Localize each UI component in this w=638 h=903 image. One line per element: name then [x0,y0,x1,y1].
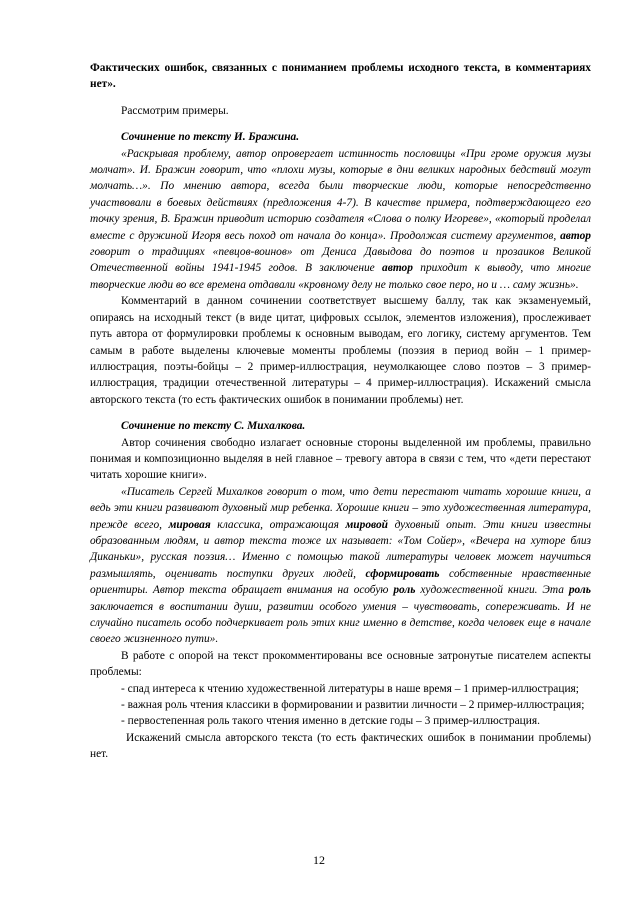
essay2-aspect-2: - важная роль чтения классики в формировании и развитии личности – 2 пример-иллюстрация; [121,699,585,712]
essay2-highlight5: роль [568,584,591,597]
essay2-quote-part1: «Писатель Сергей Михалков говорит о том, что дети перестают читать хорошие книги, а ведь эти книги развивают духовный мир ребенка. Хорошие книги – это художественная литература, прежде всего, [90,485,591,531]
page-number: 12 [313,853,325,867]
essay1-heading: Сочинение по тексту И. Бражина. [121,131,300,144]
essay2-quote-part4: собственные нравственные ориентиры. Автор текста обращает внимания на особую [90,567,591,597]
essay2-quote-part3: духовный опыт. Эти книги известны образованным людям, и автор текста тоже их называет: «Том Сойер», «Вечера на хуторе близ Диканьки», русская поэзия… Именно с помощью такой литературы человек может научиться размышлять, оценивать поступки других людей, [90,518,591,580]
essay2-aspects-intro: В работе с опорой на текст прокомментированы все основные затронутые писателем аспекты проблемы: [90,649,591,679]
essay2-highlight4: роль [393,584,416,597]
essay2-quote-part6: заключается в воспитании души, развитии особого умения – чувствовать, сопереживать. И не случайно писатель особо подчеркивает роль этих книг именно в детстве, когда человек еще в начале своего жизненного пути». [90,600,591,646]
essay1-quote-part2: говорит о традициях «певцов-воинов» от Дениса Давыдова до поэтов и прозаиков Великой Отечественной войны 1941-1945 годов. В заключение [90,246,591,275]
essay2-highlight2: мировой [345,518,388,531]
essay2-para1: Автор сочинения свободно излагает основные стороны выделенной им проблемы, правильно понимая и композиционно выделяя в ней главное – тревогу автора в связи с тем, что «дети перестают читать хорошие книги». [90,436,591,482]
essay1-highlight1: автор [560,229,591,242]
essay1-quote-part1: «Раскрывая проблему, автор опровергает истинность пословицы «При громе оружия музы молчат». И. Бражин говорит, что «плохи музы, которые в дни великих народных бедствий могут молчать…». По мнению автора, всегда были творческие люди, которые непосредственно участвовали в боевых действиях (предложения 4-7). В качестве примера, подтверждающего его точку зрения, В. Бражин приводит историю создателя «Слова о полку Игореве», «который проделал вместе с дружиной Игоря весь поход от начала до конца». Продолжая систему аргументов, [90,147,591,242]
essay1-quote-part3: приходит к выводу, что многие творческие люди во все времена отдавали «кровному делу не только свое перо, но и … саму жизнь». [90,262,591,291]
essay1-quote [90,146,591,294]
essay1-comment: Комментарий в данном сочинении соответствует высшему баллу, так как экзаменуемый, опираясь на исходный текст (в виде цитат, цифровых ссылок, элементов изложения), прослеживает путь автора от формулировки проблемы к основным выводам, его логику, систему аргументов. Тем самым в работе выделены ключевые моменты проблемы (поэзия в период войн – 1 пример-иллюстрация, поэты-бойцы – 2 пример-иллюстрация, неумолкающее слово поэтов – 3 пример-иллюстрация, традиции отечественной литературы – 4 пример-иллюстрация). Искажений смысла авторского текста (то есть фактических ошибок в понимании проблемы) нет. [90,295,591,406]
essay2-heading: Сочинение по тексту С. Михалкова. [121,420,306,433]
essay1-highlight2: автор [382,262,413,275]
examples-lead: Рассмотрим примеры. [121,104,229,117]
essay2-conclusion: Искажений смысла авторского текста (то есть фактических ошибок в понимании проблемы) нет. [90,731,591,761]
essay2-highlight3: сформировать [365,567,440,580]
essay2-quote-part2: классика, отражающая [217,518,339,531]
essay2-highlight1: мировая [168,518,211,531]
essay2-quote-part5: художественной книги. Эта [420,584,564,597]
essay2-quote [90,484,591,648]
essay2-aspect-1: - спад интереса к чтению художественной литературы в наше время – 1 пример-иллюстрация; [121,682,579,695]
intro-line: Фактических ошибок, связанных с пониманием проблемы исходного текста, в комментариях нет». [90,62,591,91]
essay2-aspect-3: - первостепенная роль такого чтения именно в детские годы – 3 пример-иллюстрация. [121,715,540,728]
